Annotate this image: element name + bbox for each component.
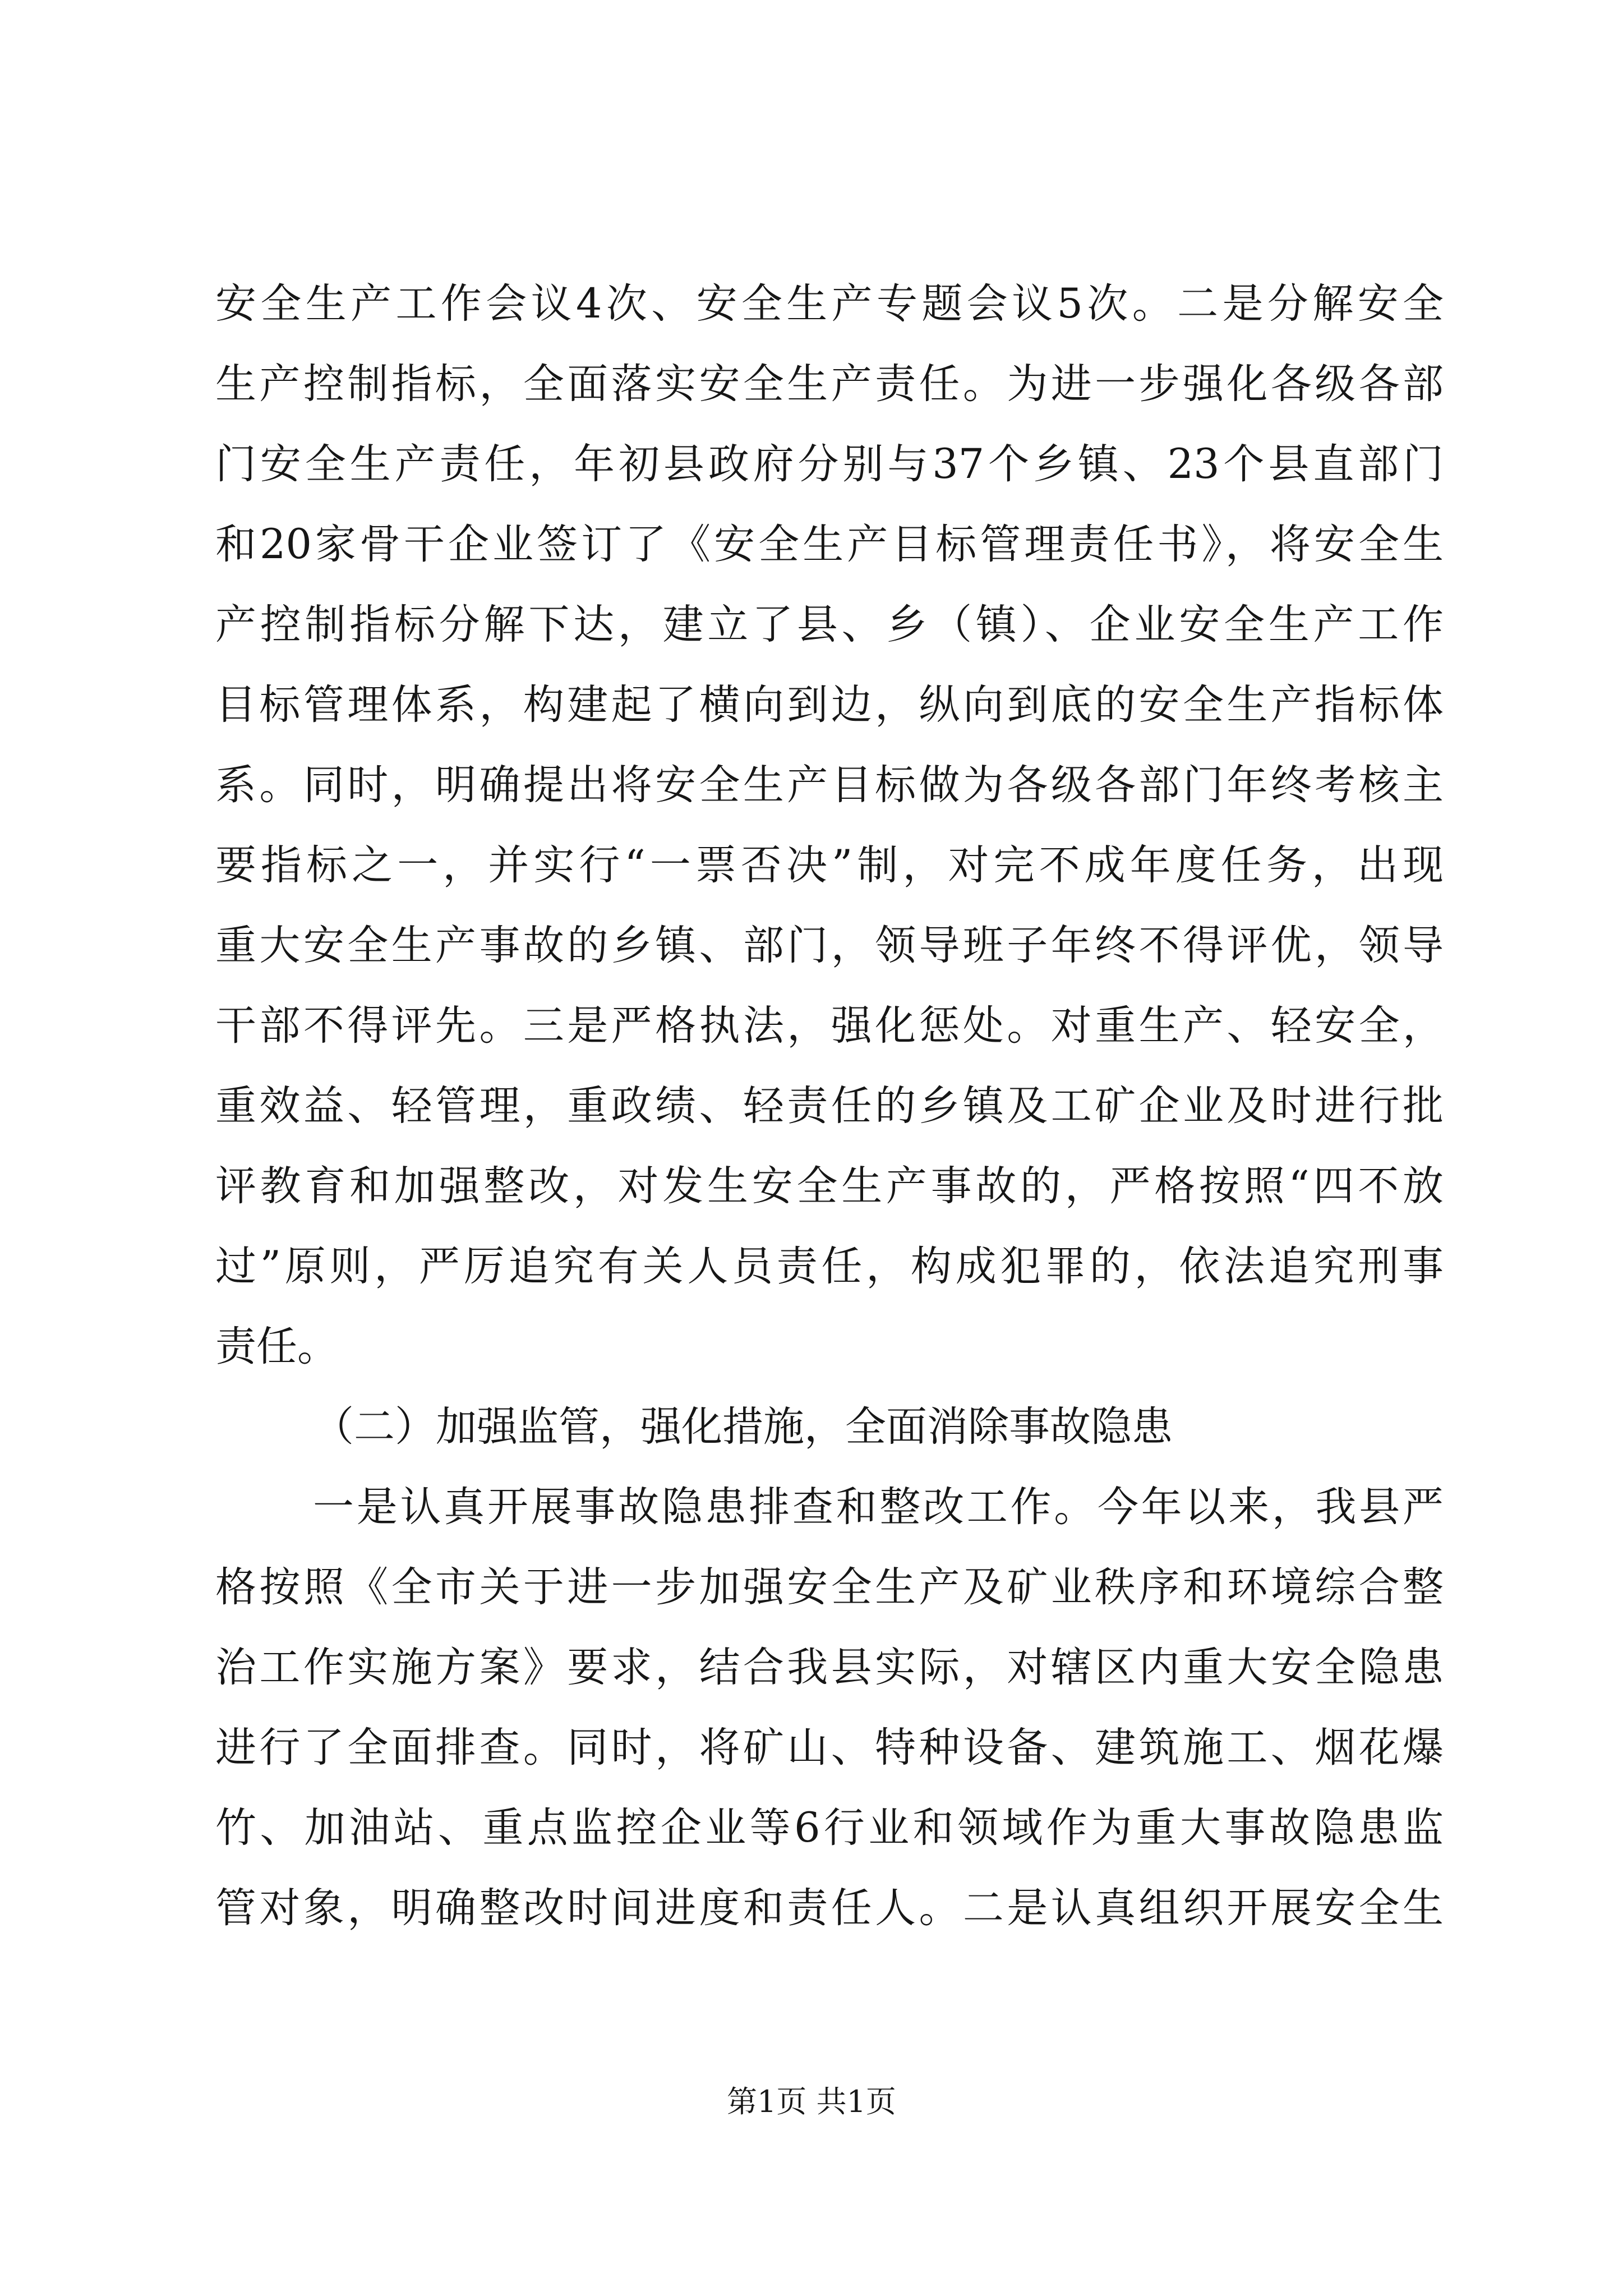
paragraph-line: 生产控制指标，全面落实安全生产责任。为进一步强化各级各部 [215,360,1444,408]
paragraph-line: 评教育和加强整改，对发生安全生产事故的，严格按照“四不放 [215,1162,1444,1210]
paragraph-line: 干部不得评先。三是严格执法，强化惩处。对重生产、轻安全， [215,1002,1444,1050]
paragraph-line: 责任。 [215,1323,338,1370]
paragraph-line: 目标管理体系，构建起了横向到边，纵向到底的安全生产指标体 [215,681,1444,729]
paragraph-line: 产控制指标分解下达，建立了县、乡（镇）、企业安全生产工作 [215,601,1444,648]
paragraph-line: 竹、加油站、重点监控企业等6行业和领域作为重大事故隐患监 [215,1804,1444,1852]
paragraph-line: 一是认真开展事故隐患排查和整改工作。今年以来，我县严 [313,1483,1444,1531]
paragraph-line: 系。同时，明确提出将安全生产目标做为各级各部门年终考核主 [215,761,1444,809]
paragraph-line: 和20家骨干企业签订了《安全生产目标管理责任书》，将安全生 [215,521,1444,568]
paragraph-line: 格按照《全市关于进一步加强安全生产及矿业秩序和环境综合整 [215,1563,1444,1611]
paragraph-line: 安全生产工作会议4次、安全生产专题会议5次。二是分解安全 [215,280,1444,328]
page-number-footer: 第1页 共1页 [727,2084,896,2119]
paragraph-line: 进行了全面排查。同时，将矿山、特种设备、建筑施工、烟花爆 [215,1724,1444,1772]
paragraph-line: 管对象，明确整改时间进度和责任人。二是认真组织开展安全生 [215,1884,1444,1932]
paragraph-line: 要指标之一，并实行“一票否决”制，对完不成年度任务，出现 [215,841,1444,889]
paragraph-line: 过”原则，严厉追究有关人员责任，构成犯罪的，依法追究刑事 [215,1243,1444,1290]
section-heading: （二）加强监管，强化措施，全面消除事故隐患 [313,1403,1173,1451]
paragraph-line: 重效益、轻管理，重政绩、轻责任的乡镇及工矿企业及时进行批 [215,1082,1444,1130]
document-body [215,264,1444,1948]
paragraph-line: 门安全生产责任，年初县政府分别与37个乡镇、23个县直部门 [215,440,1444,488]
paragraph-line: 重大安全生产事故的乡镇、部门，领导班子年终不得评优，领导 [215,922,1444,969]
paragraph-line: 治工作实施方案》要求，结合我县实际，对辖区内重大安全隐患 [215,1644,1444,1691]
